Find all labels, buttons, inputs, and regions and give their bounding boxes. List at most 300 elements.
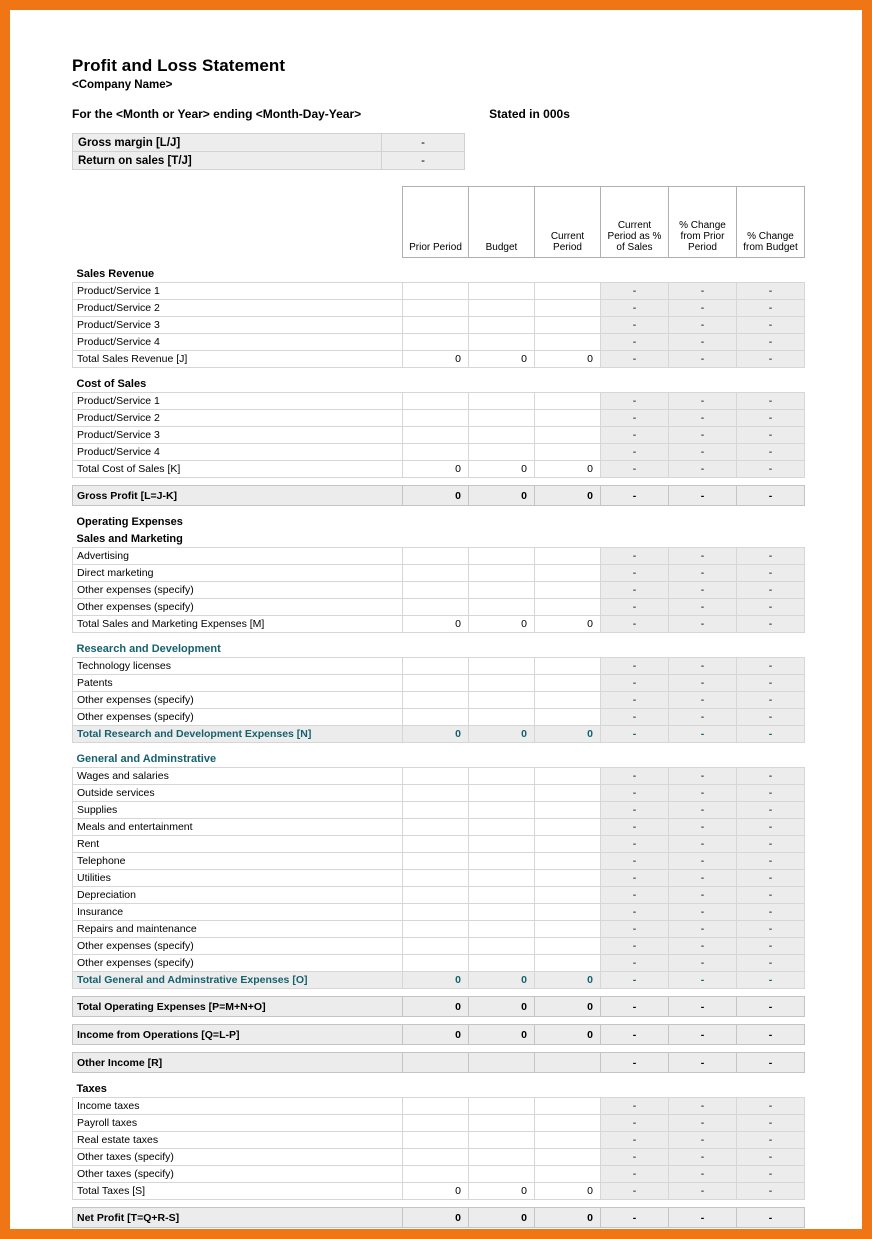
- value-cell[interactable]: 0: [403, 726, 469, 743]
- section-heading-label: Research and Development: [76, 642, 221, 655]
- value-cell[interactable]: [403, 1149, 469, 1166]
- value-cell[interactable]: [403, 955, 469, 972]
- period-label: For the <Month or Year> ending <Month-Day-Year>: [72, 107, 362, 121]
- value-cell[interactable]: [535, 836, 601, 853]
- row-label: Product/Service 4: [73, 334, 403, 351]
- value-cell[interactable]: [469, 802, 535, 819]
- value-cell[interactable]: [469, 548, 535, 565]
- value-cell[interactable]: [403, 548, 469, 565]
- percent-cell: -: [669, 1208, 737, 1228]
- percent-cell: -: [601, 334, 669, 351]
- value-cell[interactable]: [469, 565, 535, 582]
- row-label: Product/Service 3: [73, 317, 403, 334]
- table-row: [73, 152, 465, 170]
- value-cell[interactable]: [535, 410, 601, 427]
- percent-cell: -: [669, 317, 737, 334]
- table-row: [73, 1098, 805, 1115]
- value-cell[interactable]: 0: [535, 1183, 601, 1200]
- value-cell[interactable]: [535, 955, 601, 972]
- percent-cell: -: [737, 486, 805, 506]
- value-cell[interactable]: [403, 675, 469, 692]
- value-cell[interactable]: [535, 658, 601, 675]
- value-cell[interactable]: 0: [403, 1025, 469, 1045]
- value-cell[interactable]: 0: [535, 1208, 601, 1228]
- percent-cell: -: [601, 599, 669, 616]
- value-cell[interactable]: 0: [469, 616, 535, 633]
- percent-cell: -: [737, 444, 805, 461]
- percent-cell: -: [601, 317, 669, 334]
- percent-cell: -: [669, 658, 737, 675]
- percent-cell: -: [737, 658, 805, 675]
- value-cell[interactable]: [535, 692, 601, 709]
- table-row: [73, 300, 805, 317]
- percent-cell: -: [669, 351, 737, 368]
- row-label: Utilities: [73, 870, 403, 887]
- value-cell[interactable]: [535, 300, 601, 317]
- spacer-row: [73, 1073, 805, 1081]
- value-cell[interactable]: [535, 599, 601, 616]
- value-cell[interactable]: [403, 599, 469, 616]
- percent-cell: -: [601, 870, 669, 887]
- value-cell[interactable]: [469, 410, 535, 427]
- value-cell[interactable]: [469, 768, 535, 785]
- spacer-cell: [73, 1017, 805, 1025]
- spacer-row: [73, 1200, 805, 1208]
- section-heading: [73, 375, 805, 393]
- value-cell[interactable]: [403, 768, 469, 785]
- value-cell[interactable]: [403, 836, 469, 853]
- value-cell[interactable]: [403, 904, 469, 921]
- value-cell[interactable]: [469, 785, 535, 802]
- value-cell[interactable]: [469, 853, 535, 870]
- value-cell[interactable]: [403, 921, 469, 938]
- value-cell[interactable]: [403, 802, 469, 819]
- spacer-cell: [73, 989, 805, 997]
- table-row: [73, 1149, 805, 1166]
- value-cell[interactable]: 0: [403, 351, 469, 368]
- percent-cell: -: [737, 1183, 805, 1200]
- percent-cell: -: [601, 582, 669, 599]
- row-label: Product/Service 3: [73, 427, 403, 444]
- row-label: Other Income [R]: [73, 1053, 403, 1073]
- row-label: Repairs and maintenance: [73, 921, 403, 938]
- value-cell[interactable]: 0: [535, 616, 601, 633]
- spacer-cell: [73, 368, 805, 376]
- row-label: Advertising: [73, 548, 403, 565]
- row-label: Total Research and Development Expenses [N]: [73, 726, 403, 743]
- percent-cell: -: [601, 283, 669, 300]
- value-cell[interactable]: [535, 675, 601, 692]
- percent-cell: -: [737, 997, 805, 1017]
- value-cell[interactable]: 0: [403, 616, 469, 633]
- percent-cell: -: [737, 972, 805, 989]
- row-label: Product/Service 4: [73, 444, 403, 461]
- percent-cell: -: [669, 1183, 737, 1200]
- percent-cell: -: [737, 300, 805, 317]
- ratio-table: [72, 133, 465, 170]
- section-heading: [73, 530, 805, 548]
- percent-cell: -: [737, 393, 805, 410]
- value-cell[interactable]: [469, 709, 535, 726]
- percent-cell: -: [601, 819, 669, 836]
- percent-cell: -: [601, 692, 669, 709]
- percent-cell: -: [601, 887, 669, 904]
- row-label: Income taxes: [73, 1098, 403, 1115]
- value-cell[interactable]: [403, 300, 469, 317]
- value-cell[interactable]: [469, 444, 535, 461]
- value-cell[interactable]: [535, 802, 601, 819]
- value-cell[interactable]: 0: [403, 1208, 469, 1228]
- percent-cell: -: [737, 692, 805, 709]
- percent-cell: -: [669, 1025, 737, 1045]
- worksheet: [72, 56, 832, 1228]
- value-cell[interactable]: 0: [535, 461, 601, 478]
- value-cell[interactable]: 0: [403, 972, 469, 989]
- row-label: Outside services: [73, 785, 403, 802]
- percent-cell: -: [669, 283, 737, 300]
- percent-cell: -: [601, 444, 669, 461]
- table-row: [73, 921, 805, 938]
- ratio-label-gross-margin: Gross margin [L/J]: [73, 134, 382, 152]
- value-cell[interactable]: 0: [469, 351, 535, 368]
- value-cell[interactable]: [469, 393, 535, 410]
- percent-cell: -: [737, 461, 805, 478]
- percent-cell: -: [669, 887, 737, 904]
- percent-cell: -: [601, 351, 669, 368]
- percent-cell: -: [737, 410, 805, 427]
- value-cell[interactable]: [535, 887, 601, 904]
- value-cell[interactable]: [403, 709, 469, 726]
- percent-cell: -: [669, 393, 737, 410]
- percent-cell: -: [669, 461, 737, 478]
- value-cell[interactable]: [403, 785, 469, 802]
- table-row: [73, 658, 805, 675]
- table-row: [73, 393, 805, 410]
- percent-cell: -: [737, 351, 805, 368]
- table-row: [73, 853, 805, 870]
- percent-cell: -: [669, 692, 737, 709]
- spacer-row: [73, 743, 805, 751]
- value-cell[interactable]: [535, 283, 601, 300]
- value-cell[interactable]: [403, 334, 469, 351]
- row-label: Product/Service 2: [73, 300, 403, 317]
- row-label: Rent: [73, 836, 403, 853]
- percent-cell: -: [669, 675, 737, 692]
- table-row: [73, 692, 805, 709]
- row-label: Total Taxes [S]: [73, 1183, 403, 1200]
- value-cell[interactable]: 0: [469, 486, 535, 506]
- value-cell[interactable]: [469, 599, 535, 616]
- row-label: Other expenses (specify): [73, 692, 403, 709]
- percent-cell: -: [669, 819, 737, 836]
- pnl-table: [72, 186, 805, 1228]
- percent-cell: -: [601, 658, 669, 675]
- value-cell[interactable]: [403, 1115, 469, 1132]
- value-cell[interactable]: [535, 393, 601, 410]
- value-cell[interactable]: [469, 1053, 535, 1073]
- value-cell[interactable]: [469, 675, 535, 692]
- value-cell[interactable]: [469, 938, 535, 955]
- value-cell[interactable]: [469, 658, 535, 675]
- value-cell[interactable]: 0: [535, 997, 601, 1017]
- value-cell[interactable]: [469, 1115, 535, 1132]
- value-cell[interactable]: 0: [469, 1183, 535, 1200]
- value-cell[interactable]: [535, 1132, 601, 1149]
- percent-cell: -: [737, 599, 805, 616]
- spacer-cell: [73, 1045, 805, 1053]
- value-cell[interactable]: [469, 283, 535, 300]
- row-label: Other expenses (specify): [73, 599, 403, 616]
- value-cell[interactable]: [403, 1098, 469, 1115]
- percent-cell: -: [669, 997, 737, 1017]
- spacer-cell: [73, 506, 805, 514]
- value-cell[interactable]: [403, 1166, 469, 1183]
- percent-cell: -: [737, 582, 805, 599]
- percent-cell: -: [601, 904, 669, 921]
- spacer-row: [73, 1045, 805, 1053]
- section-heading-label: Sales and Marketing: [76, 532, 183, 545]
- row-label: Other taxes (specify): [73, 1149, 403, 1166]
- total-operating-expenses-row: [73, 997, 805, 1017]
- percent-cell: -: [669, 1149, 737, 1166]
- value-cell[interactable]: [403, 565, 469, 582]
- value-cell[interactable]: [469, 921, 535, 938]
- section-heading: [73, 265, 805, 283]
- value-cell[interactable]: [535, 1115, 601, 1132]
- value-cell[interactable]: [535, 317, 601, 334]
- percent-cell: -: [669, 548, 737, 565]
- row-label: Total Operating Expenses [P=M+N+O]: [73, 997, 403, 1017]
- value-cell[interactable]: [469, 904, 535, 921]
- percent-cell: -: [737, 726, 805, 743]
- percent-cell: -: [737, 887, 805, 904]
- value-cell[interactable]: [469, 300, 535, 317]
- spacer-row: [73, 1017, 805, 1025]
- table-row: [73, 887, 805, 904]
- value-cell[interactable]: [535, 1149, 601, 1166]
- table-row: [73, 351, 805, 368]
- percent-cell: -: [737, 709, 805, 726]
- value-cell[interactable]: [535, 819, 601, 836]
- column-header-row: [73, 187, 805, 258]
- value-cell[interactable]: [469, 317, 535, 334]
- value-cell[interactable]: [469, 870, 535, 887]
- value-cell[interactable]: [469, 836, 535, 853]
- percent-cell: -: [669, 802, 737, 819]
- percent-cell: -: [601, 565, 669, 582]
- percent-cell: -: [737, 334, 805, 351]
- row-label: Wages and salaries: [73, 768, 403, 785]
- value-cell[interactable]: [403, 819, 469, 836]
- value-cell[interactable]: 0: [469, 461, 535, 478]
- spacer-row: [73, 368, 805, 376]
- value-cell[interactable]: [403, 853, 469, 870]
- table-row: [73, 461, 805, 478]
- percent-cell: -: [601, 393, 669, 410]
- percent-cell: -: [669, 427, 737, 444]
- table-row: [73, 134, 465, 152]
- value-cell[interactable]: [403, 1132, 469, 1149]
- row-label: Other expenses (specify): [73, 938, 403, 955]
- table-row: [73, 768, 805, 785]
- value-cell[interactable]: [469, 582, 535, 599]
- value-cell[interactable]: [403, 582, 469, 599]
- value-cell[interactable]: [535, 1053, 601, 1073]
- value-cell[interactable]: [403, 427, 469, 444]
- percent-cell: -: [737, 548, 805, 565]
- row-label: Real estate taxes: [73, 1132, 403, 1149]
- value-cell[interactable]: 0: [469, 1025, 535, 1045]
- spacer-row: [73, 478, 805, 486]
- percent-cell: -: [669, 616, 737, 633]
- row-label: Other expenses (specify): [73, 955, 403, 972]
- spacer-row: [73, 989, 805, 997]
- value-cell[interactable]: [403, 692, 469, 709]
- company-name: <Company Name>: [72, 79, 173, 91]
- value-cell[interactable]: [403, 283, 469, 300]
- value-cell[interactable]: [403, 1053, 469, 1073]
- value-cell[interactable]: [469, 1132, 535, 1149]
- row-label: Other expenses (specify): [73, 582, 403, 599]
- value-cell[interactable]: 0: [535, 1025, 601, 1045]
- percent-cell: -: [737, 616, 805, 633]
- value-cell[interactable]: 0: [535, 972, 601, 989]
- value-cell[interactable]: [535, 938, 601, 955]
- column-header-2: Budget: [469, 187, 535, 258]
- value-cell[interactable]: 0: [535, 726, 601, 743]
- column-header-3: Current Period: [535, 187, 601, 258]
- value-cell[interactable]: [469, 427, 535, 444]
- value-cell[interactable]: [535, 709, 601, 726]
- value-cell[interactable]: [469, 1098, 535, 1115]
- row-label: Technology licenses: [73, 658, 403, 675]
- section-heading-label: Taxes: [76, 1082, 107, 1095]
- percent-cell: -: [601, 1053, 669, 1073]
- section-heading-label: Sales Revenue: [76, 267, 155, 280]
- table-row: [73, 938, 805, 955]
- value-cell[interactable]: 0: [469, 726, 535, 743]
- table-row: [73, 785, 805, 802]
- row-label: Net Profit [T=Q+R-S]: [73, 1208, 403, 1228]
- value-cell[interactable]: 0: [535, 351, 601, 368]
- value-cell[interactable]: [469, 955, 535, 972]
- spacer-cell: [73, 1073, 805, 1081]
- section-heading: [73, 750, 805, 768]
- value-cell[interactable]: [535, 548, 601, 565]
- percent-cell: -: [669, 768, 737, 785]
- value-cell[interactable]: [469, 819, 535, 836]
- percent-cell: -: [601, 486, 669, 506]
- page-title: Profit and Loss Statement: [72, 56, 286, 75]
- value-cell[interactable]: 0: [469, 1208, 535, 1228]
- spacer-cell: [73, 258, 805, 266]
- row-label: Meals and entertainment: [73, 819, 403, 836]
- value-cell[interactable]: 0: [403, 461, 469, 478]
- gross-profit-row: [73, 486, 805, 506]
- value-cell[interactable]: [403, 870, 469, 887]
- value-cell[interactable]: [469, 334, 535, 351]
- percent-cell: -: [601, 427, 669, 444]
- value-cell[interactable]: [403, 410, 469, 427]
- value-cell[interactable]: 0: [469, 972, 535, 989]
- percent-cell: -: [601, 997, 669, 1017]
- value-cell[interactable]: [469, 692, 535, 709]
- percent-cell: -: [737, 785, 805, 802]
- value-cell[interactable]: [535, 565, 601, 582]
- row-label: Product/Service 1: [73, 393, 403, 410]
- table-row: [73, 1115, 805, 1132]
- value-cell[interactable]: [535, 334, 601, 351]
- value-cell[interactable]: [403, 938, 469, 955]
- row-label: Other taxes (specify): [73, 1166, 403, 1183]
- row-label: Total Cost of Sales [K]: [73, 461, 403, 478]
- value-cell[interactable]: [535, 444, 601, 461]
- value-cell[interactable]: [535, 921, 601, 938]
- value-cell[interactable]: [403, 658, 469, 675]
- value-cell[interactable]: [535, 582, 601, 599]
- value-cell[interactable]: [535, 870, 601, 887]
- value-cell[interactable]: [535, 1166, 601, 1183]
- row-label: Direct marketing: [73, 565, 403, 582]
- value-cell[interactable]: [469, 1149, 535, 1166]
- value-cell[interactable]: [403, 444, 469, 461]
- table-row: [73, 444, 805, 461]
- percent-cell: -: [737, 317, 805, 334]
- units-label: Stated in 000s: [489, 107, 570, 121]
- percent-cell: -: [601, 1115, 669, 1132]
- value-cell[interactable]: 0: [403, 997, 469, 1017]
- value-cell[interactable]: [535, 904, 601, 921]
- value-cell[interactable]: 0: [403, 1183, 469, 1200]
- table-row: [73, 283, 805, 300]
- value-cell[interactable]: [469, 887, 535, 904]
- percent-cell: -: [737, 1132, 805, 1149]
- value-cell[interactable]: 0: [535, 486, 601, 506]
- value-cell[interactable]: [403, 317, 469, 334]
- percent-cell: -: [601, 616, 669, 633]
- percent-cell: -: [601, 709, 669, 726]
- value-cell[interactable]: 0: [403, 486, 469, 506]
- value-cell[interactable]: [469, 1166, 535, 1183]
- value-cell[interactable]: [535, 427, 601, 444]
- percent-cell: -: [737, 427, 805, 444]
- value-cell[interactable]: [535, 768, 601, 785]
- value-cell[interactable]: [535, 785, 601, 802]
- spacer-cell: [73, 633, 805, 641]
- value-cell[interactable]: [535, 1098, 601, 1115]
- percent-cell: -: [601, 1208, 669, 1228]
- income-from-operations-row: [73, 1025, 805, 1045]
- total-row: [73, 726, 805, 743]
- percent-cell: -: [737, 904, 805, 921]
- percent-cell: -: [669, 921, 737, 938]
- row-label: Telephone: [73, 853, 403, 870]
- value-cell[interactable]: [403, 887, 469, 904]
- percent-cell: -: [601, 1098, 669, 1115]
- value-cell[interactable]: 0: [469, 997, 535, 1017]
- percent-cell: -: [669, 785, 737, 802]
- percent-cell: -: [601, 410, 669, 427]
- percent-cell: -: [669, 1115, 737, 1132]
- percent-cell: -: [669, 565, 737, 582]
- value-cell[interactable]: [535, 853, 601, 870]
- percent-cell: -: [601, 938, 669, 955]
- percent-cell: -: [669, 836, 737, 853]
- percent-cell: -: [737, 870, 805, 887]
- total-row: [73, 972, 805, 989]
- section-heading: [73, 640, 805, 658]
- value-cell[interactable]: [403, 393, 469, 410]
